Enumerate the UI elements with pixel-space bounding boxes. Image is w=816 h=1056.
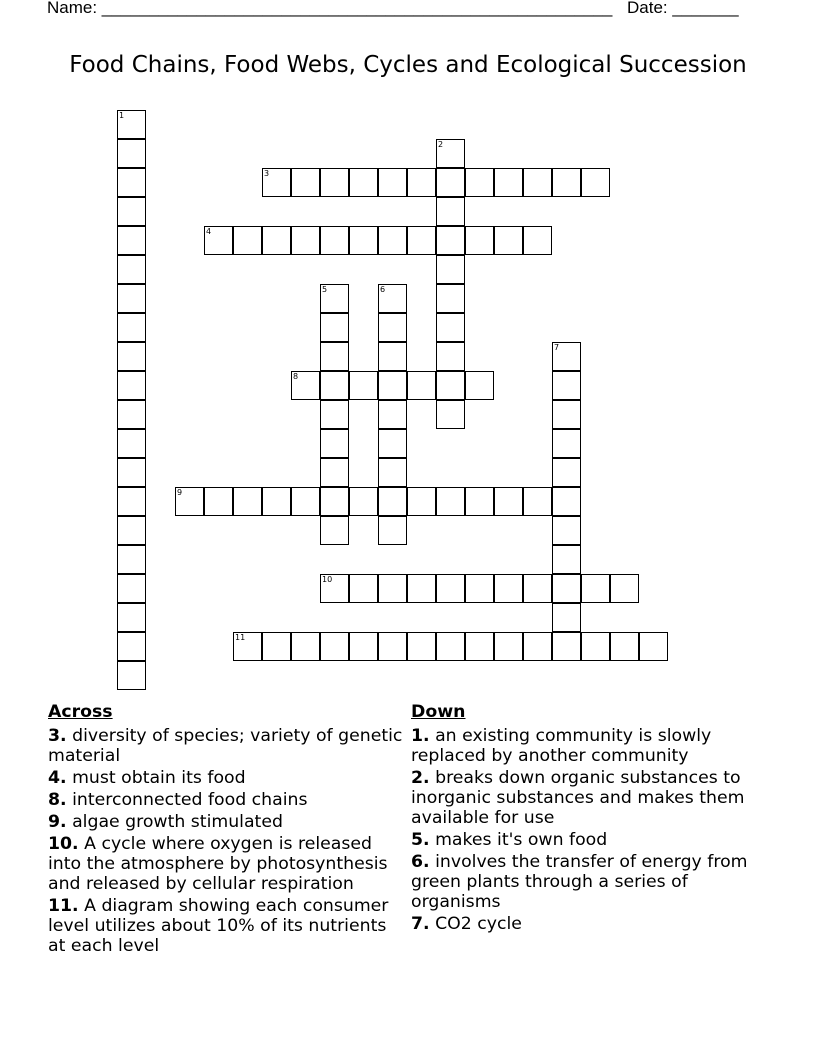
crossword-cell[interactable]: [233, 632, 262, 661]
cell-number: 4: [206, 227, 212, 236]
crossword-cell[interactable]: [117, 603, 146, 632]
down-clue: [411, 726, 761, 766]
crossword-cell[interactable]: [117, 371, 146, 400]
crossword-cell[interactable]: [204, 226, 233, 255]
cell-number: 8: [293, 372, 299, 381]
clue-number: 3.: [48, 726, 67, 746]
crossword-cell[interactable]: [465, 226, 494, 255]
clue-text: CO2 cycle: [435, 914, 522, 934]
across-clue: [48, 896, 403, 956]
clue-text: makes it's own food: [435, 830, 608, 850]
crossword-cell[interactable]: [117, 255, 146, 284]
clue-text: A cycle where oxygen is released into the atmosphere by photosynthesis and released by cellular respiration: [48, 834, 388, 894]
crossword-cell[interactable]: [436, 632, 465, 661]
crossword-cell[interactable]: [349, 371, 378, 400]
crossword-cell[interactable]: [349, 632, 378, 661]
crossword-cell[interactable]: [262, 487, 291, 516]
crossword-cell[interactable]: [552, 458, 581, 487]
crossword-cell[interactable]: [320, 516, 349, 545]
crossword-cell[interactable]: [523, 574, 552, 603]
down-clue-list: [411, 726, 761, 934]
crossword-cell[interactable]: [581, 632, 610, 661]
cell-number: 6: [380, 285, 386, 294]
crossword-cell[interactable]: [378, 429, 407, 458]
crossword-cell[interactable]: [494, 226, 523, 255]
crossword-cell[interactable]: [117, 139, 146, 168]
across-clues: [48, 702, 403, 958]
crossword-cell[interactable]: [378, 458, 407, 487]
date-field-label: Date: _______: [627, 0, 739, 17]
cell-number: 7: [554, 343, 560, 352]
cell-number: 10: [322, 575, 333, 584]
crossword-cell[interactable]: [436, 574, 465, 603]
crossword-cell[interactable]: [378, 574, 407, 603]
crossword-cell[interactable]: [436, 400, 465, 429]
crossword-cell[interactable]: [378, 284, 407, 313]
crossword-cell[interactable]: [291, 487, 320, 516]
crossword-cell[interactable]: [175, 487, 204, 516]
crossword-cell[interactable]: [494, 168, 523, 197]
crossword-cell[interactable]: [320, 168, 349, 197]
crossword-cell[interactable]: [552, 168, 581, 197]
crossword-cell[interactable]: [378, 168, 407, 197]
name-field-label: Name: ______________________________________________________: [47, 0, 613, 17]
crossword-cell[interactable]: [407, 168, 436, 197]
crossword-cell[interactable]: [552, 545, 581, 574]
crossword-cell[interactable]: [349, 226, 378, 255]
crossword-cell[interactable]: [117, 632, 146, 661]
crossword-cell[interactable]: [117, 400, 146, 429]
crossword-cell[interactable]: [552, 342, 581, 371]
crossword-cell[interactable]: [378, 487, 407, 516]
crossword-cell[interactable]: [465, 487, 494, 516]
crossword-cell[interactable]: [320, 342, 349, 371]
crossword-cell[interactable]: [407, 487, 436, 516]
crossword-cell[interactable]: [320, 574, 349, 603]
crossword-cell[interactable]: [117, 487, 146, 516]
crossword-cell[interactable]: [117, 545, 146, 574]
across-clue: [48, 768, 403, 788]
clue-number: 4.: [48, 768, 67, 788]
crossword-cell[interactable]: [436, 197, 465, 226]
down-clue: [411, 914, 761, 934]
crossword-cell[interactable]: [320, 458, 349, 487]
clue-number: 11.: [48, 896, 79, 916]
crossword-cell[interactable]: [494, 632, 523, 661]
clue-text: an existing community is slowly replaced by another community: [411, 726, 712, 766]
crossword-cell[interactable]: [581, 574, 610, 603]
clue-text: A diagram showing each consumer level utilizes about 10% of its nutrients at each level: [48, 896, 389, 956]
crossword-cell[interactable]: [523, 168, 552, 197]
clue-text: breaks down organic substances to inorganic substances and makes them available for use: [411, 768, 745, 828]
clue-number: 7.: [411, 914, 430, 934]
crossword-cell[interactable]: [291, 168, 320, 197]
crossword-cell[interactable]: [436, 487, 465, 516]
crossword-cell[interactable]: [436, 371, 465, 400]
crossword-cell[interactable]: [117, 197, 146, 226]
crossword-cell[interactable]: [320, 284, 349, 313]
crossword-cell[interactable]: [378, 400, 407, 429]
cell-number: 3: [264, 169, 270, 178]
cell-number: 5: [322, 285, 328, 294]
crossword-cell[interactable]: [436, 284, 465, 313]
crossword-cell[interactable]: [610, 574, 639, 603]
crossword-cell[interactable]: [233, 487, 262, 516]
down-clues: [411, 702, 761, 936]
crossword-cell[interactable]: [523, 632, 552, 661]
down-heading: Down: [411, 702, 466, 722]
crossword-cell[interactable]: [204, 487, 233, 516]
down-clue: [411, 768, 761, 828]
across-clue: [48, 834, 403, 894]
crossword-cell[interactable]: [291, 226, 320, 255]
crossword-cell[interactable]: [407, 632, 436, 661]
crossword-cell[interactable]: [523, 226, 552, 255]
clue-text: diversity of species; variety of genetic material: [48, 726, 403, 766]
crossword-cell[interactable]: [436, 139, 465, 168]
across-heading: Across: [48, 702, 113, 722]
crossword-cell[interactable]: [117, 574, 146, 603]
across-clue: [48, 812, 403, 832]
page-title: Food Chains, Food Webs, Cycles and Ecological Succession: [69, 52, 747, 78]
clue-number: 9.: [48, 812, 67, 832]
crossword-cell[interactable]: [552, 574, 581, 603]
crossword-cell[interactable]: [291, 371, 320, 400]
crossword-cell[interactable]: [262, 632, 291, 661]
cell-number: 1: [119, 111, 125, 120]
clue-text: algae growth stimulated: [72, 812, 283, 832]
crossword-cell[interactable]: [378, 342, 407, 371]
crossword-cell[interactable]: [378, 516, 407, 545]
crossword-cell[interactable]: [320, 313, 349, 342]
crossword-cell[interactable]: [262, 226, 291, 255]
clue-number: 5.: [411, 830, 430, 850]
crossword-cell[interactable]: [378, 371, 407, 400]
crossword-cell[interactable]: [407, 371, 436, 400]
across-clue-list: [48, 726, 403, 956]
down-clue: [411, 852, 761, 912]
crossword-cell[interactable]: [436, 313, 465, 342]
crossword-cell[interactable]: [552, 400, 581, 429]
crossword-cell[interactable]: [436, 342, 465, 371]
crossword-cell[interactable]: [117, 516, 146, 545]
crossword-cell[interactable]: [378, 632, 407, 661]
clue-text: interconnected food chains: [72, 790, 308, 810]
crossword-cell[interactable]: [581, 168, 610, 197]
crossword-cell[interactable]: [436, 255, 465, 284]
crossword-cell[interactable]: [117, 284, 146, 313]
clue-number: 10.: [48, 834, 79, 854]
crossword-cell[interactable]: [639, 632, 668, 661]
crossword-cell[interactable]: [117, 342, 146, 371]
crossword-cell[interactable]: [465, 632, 494, 661]
clue-number: 1.: [411, 726, 430, 746]
across-clue: [48, 726, 403, 766]
crossword-cell[interactable]: [407, 574, 436, 603]
crossword-cell[interactable]: [320, 371, 349, 400]
crossword-cell[interactable]: [320, 226, 349, 255]
down-clue: [411, 830, 761, 850]
cell-number: 9: [177, 488, 183, 497]
across-clue: [48, 790, 403, 810]
crossword-cell[interactable]: [349, 168, 378, 197]
crossword-cell[interactable]: [465, 574, 494, 603]
crossword-cell[interactable]: [117, 661, 146, 690]
crossword-cell[interactable]: [117, 168, 146, 197]
crossword-cell[interactable]: [320, 487, 349, 516]
crossword-cell[interactable]: [610, 632, 639, 661]
crossword-cell[interactable]: [262, 168, 291, 197]
crossword-cell[interactable]: [494, 574, 523, 603]
crossword-cell[interactable]: [465, 168, 494, 197]
clue-number: 8.: [48, 790, 67, 810]
crossword-cell[interactable]: [465, 371, 494, 400]
crossword-cell[interactable]: [552, 516, 581, 545]
crossword-cell[interactable]: [407, 226, 436, 255]
crossword-cell[interactable]: [436, 226, 465, 255]
crossword-cell[interactable]: [349, 574, 378, 603]
crossword-cell[interactable]: [378, 226, 407, 255]
crossword-cell[interactable]: [117, 458, 146, 487]
crossword-cell[interactable]: [552, 603, 581, 632]
crossword-cell[interactable]: [494, 487, 523, 516]
crossword-cell[interactable]: [523, 487, 552, 516]
crossword-cell[interactable]: [291, 632, 320, 661]
crossword-cell[interactable]: [233, 226, 262, 255]
cell-number: 2: [438, 140, 444, 149]
crossword-cell[interactable]: [320, 400, 349, 429]
crossword-cell[interactable]: [117, 313, 146, 342]
clue-text: must obtain its food: [72, 768, 246, 788]
crossword-cell[interactable]: [320, 429, 349, 458]
crossword-cell[interactable]: [349, 487, 378, 516]
clue-text: involves the transfer of energy from green plants through a series of organisms: [411, 852, 748, 912]
crossword-cell[interactable]: [320, 632, 349, 661]
crossword-cell[interactable]: [436, 168, 465, 197]
clue-number: 6.: [411, 852, 430, 872]
crossword-cell[interactable]: [117, 226, 146, 255]
crossword-cell[interactable]: [552, 632, 581, 661]
crossword-cell[interactable]: [552, 371, 581, 400]
crossword-cell[interactable]: [378, 313, 407, 342]
crossword-cell[interactable]: [552, 429, 581, 458]
clue-number: 2.: [411, 768, 430, 788]
crossword-cell[interactable]: [552, 487, 581, 516]
cell-number: 11: [235, 633, 246, 642]
crossword-cell[interactable]: [117, 110, 146, 139]
crossword-cell[interactable]: [117, 429, 146, 458]
